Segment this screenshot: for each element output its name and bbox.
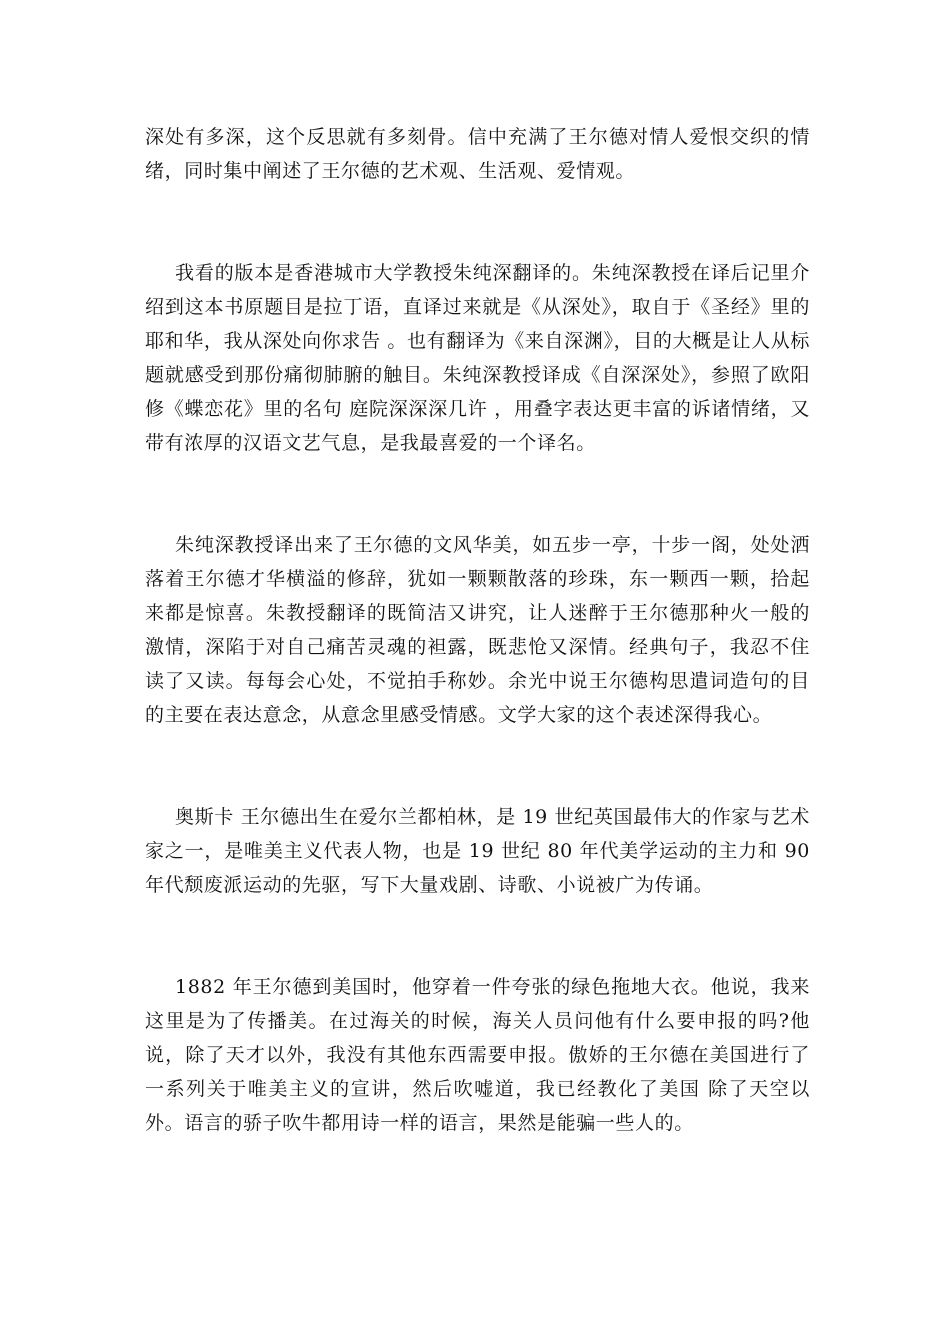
paragraph-spacer [145, 188, 810, 256]
document-body [145, 120, 810, 1140]
paragraph-3: 朱纯深教授译出来了王尔德的文风华美，如五步一亭，十步一阁，处处洒落着王尔德才华横溢的修辞，犹如一颗颗散落的珍珠，东一颗西一颗，拾起来都是惊喜。朱教授翻译的既简洁又讲究，让人迷醉于王尔德那种火一般的激情，深陷于对自己痛苦灵魂的袒露，既悲怆又深情。经典句子，我忍不住读了又读。每每会心处，不觉拍手称妙。余光中说王尔德构思遣词造句的目的主要在表达意念，从意念里感受情感。文学大家的这个表述深得我心。 [145, 534, 810, 726]
paragraph-5: 1882 年王尔德到美国时，他穿着一件夸张的绿色拖地大衣。他说，我来这里是为了传播美。在过海关的时候，海关人员问他有什么要申报的吗?他说，除了天才以外，我没有其他东西需要申报。傲娇的王尔德在美国进行了一系列关于唯美主义的宣讲，然后吹嘘道，我已经教化了美国 除了天空以外。语言的骄子吹牛都用诗一样的语言，果然是能骗一些人的。 [145, 976, 810, 1134]
paragraph-spacer [145, 902, 810, 970]
paragraph-spacer [145, 460, 810, 528]
paragraph-1: 深处有多深，这个反思就有多刻骨。信中充满了王尔德对情人爱恨交织的情绪，同时集中阐述了王尔德的艺术观、生活观、爱情观。 [145, 126, 810, 182]
paragraph-2: 我看的版本是香港城市大学教授朱纯深翻译的。朱纯深教授在译后记里介绍到这本书原题目是拉丁语，直译过来就是《从深处》，取自于《圣经》里的 耶和华，我从深处向你求告 。也有翻译为《来自深渊》，目的大概是让人从标题就感受到那份痛彻肺腑的触目。朱纯深教授译成《自深深处》，参照了欧阳修《蝶恋花》里的名句 庭院深深深几许 ，用叠字表达更丰富的诉诸情绪，又带有浓厚的汉语文艺气息，是我最喜爱的一个译名。 [145, 262, 810, 454]
paragraph-spacer [145, 732, 810, 800]
paragraph-4: 奥斯卡 王尔德出生在爱尔兰都柏林，是 19 世纪英国最伟大的作家与艺术家之一，是唯美主义代表人物，也是 19 世纪 80 年代美学运动的主力和 90 年代颓废派运动的先驱，写下大量戏剧、诗歌、小说被广为传诵。 [145, 806, 810, 896]
